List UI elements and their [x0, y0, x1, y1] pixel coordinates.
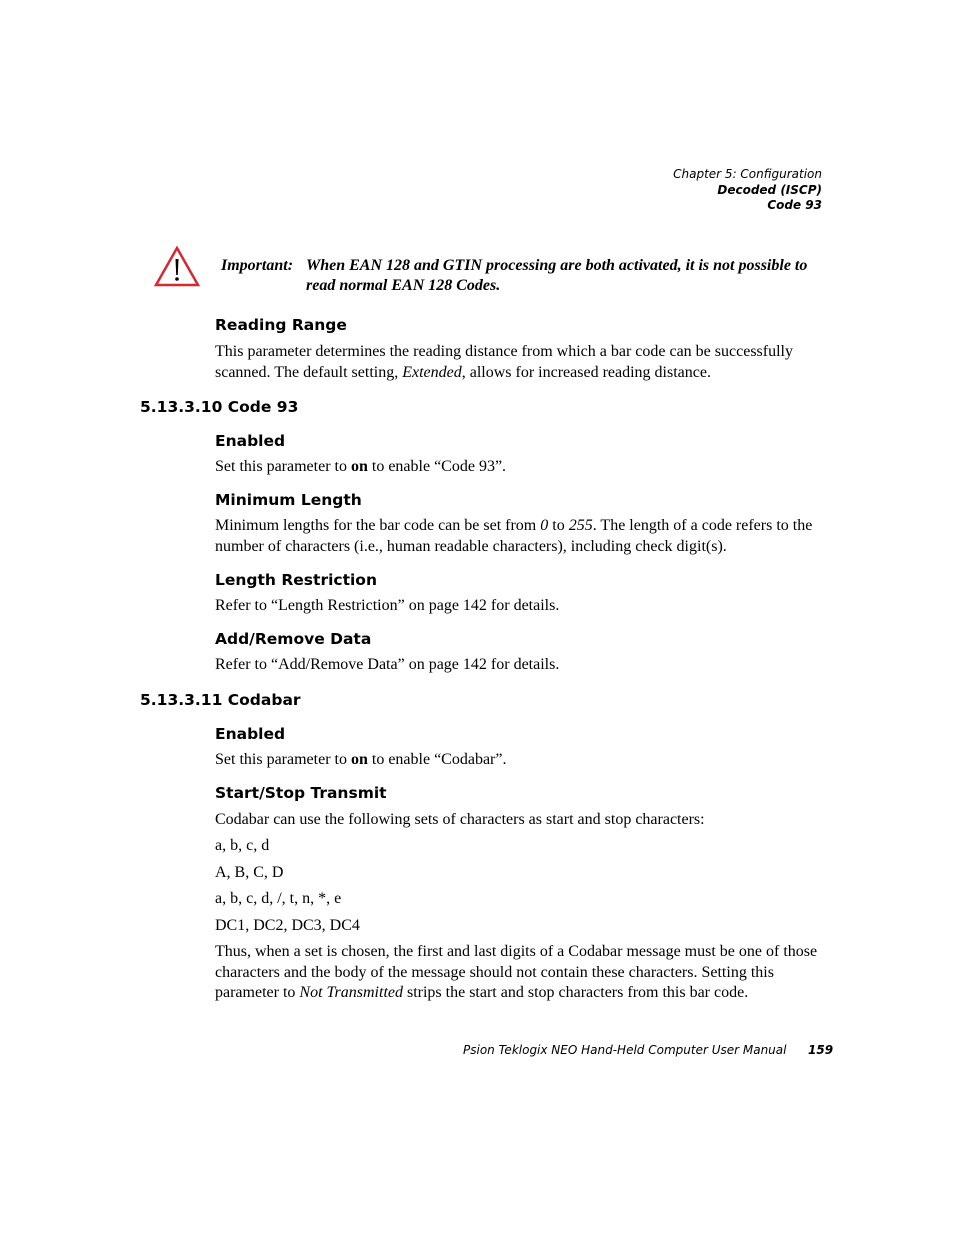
code93-section-heading: 5.13.3.10 Code 93	[140, 398, 299, 416]
code93-minlen-paragraph: Minimum lengths for the bar code can be set from 0 to 255. The length of a code refers to the number of characters (i.e., human readable characters), including check digit(s).	[215, 517, 813, 555]
code93-minlen-heading: Minimum Length	[215, 491, 362, 509]
codabar-startstop-heading: Start/Stop Transmit	[215, 784, 387, 802]
important-text: When EAN 128 and GTIN processing are both activated, it is not possible to read normal EAN 128 Codes.	[306, 257, 808, 294]
reading-range-heading: Reading Range	[215, 316, 347, 334]
important-label: Important:	[221, 257, 294, 274]
charset-item: A, B, C, D	[215, 864, 284, 881]
code93-addrem-paragraph: Refer to “Add/Remove Data” on page 142 for details.	[215, 656, 560, 673]
codabar-enabled-paragraph: Set this parameter to on to enable “Codabar”.	[215, 751, 507, 768]
charset-item: a, b, c, d	[215, 837, 270, 854]
header-section: Decoded (ISCP)	[717, 183, 822, 197]
codabar-section-heading: 5.13.3.11 Codabar	[140, 691, 301, 709]
codabar-startstop-paragraph: Thus, when a set is chosen, the first and last digits of a Codabar message must be one of those characters and the body of the message should not contain these characters. Setting this parameter to Not Transmitted strips the start and stop characters from this bar code.	[215, 943, 818, 1001]
codabar-enabled-heading: Enabled	[215, 725, 286, 743]
header-chapter: Chapter 5: Configuration	[673, 167, 822, 181]
codabar-startstop-intro: Codabar can use the following sets of characters as start and stop characters:	[215, 811, 705, 828]
code93-lenres-heading: Length Restriction	[215, 571, 377, 589]
code93-lenres-paragraph: Refer to “Length Restriction” on page 142 for details.	[215, 597, 560, 614]
header-subsection: Code 93	[767, 198, 822, 212]
footer-manual-title: Psion Teklogix NEO Hand-Held Computer User Manual	[463, 1043, 787, 1057]
code93-enabled-heading: Enabled	[215, 432, 286, 450]
code93-addrem-heading: Add/Remove Data	[215, 630, 372, 648]
code93-enabled-paragraph: Set this parameter to on to enable “Code 93”.	[215, 458, 507, 475]
reading-range-paragraph: This parameter determines the reading distance from which a bar code can be successfully scanned. The default setting, Extended, allows for increased reading distance.	[215, 343, 793, 381]
warning-icon	[153, 245, 201, 288]
page-number: 159	[808, 1043, 834, 1057]
charset-item: a, b, c, d, /, t, n, *, e	[215, 890, 342, 907]
charset-item: DC1, DC2, DC3, DC4	[215, 917, 360, 934]
